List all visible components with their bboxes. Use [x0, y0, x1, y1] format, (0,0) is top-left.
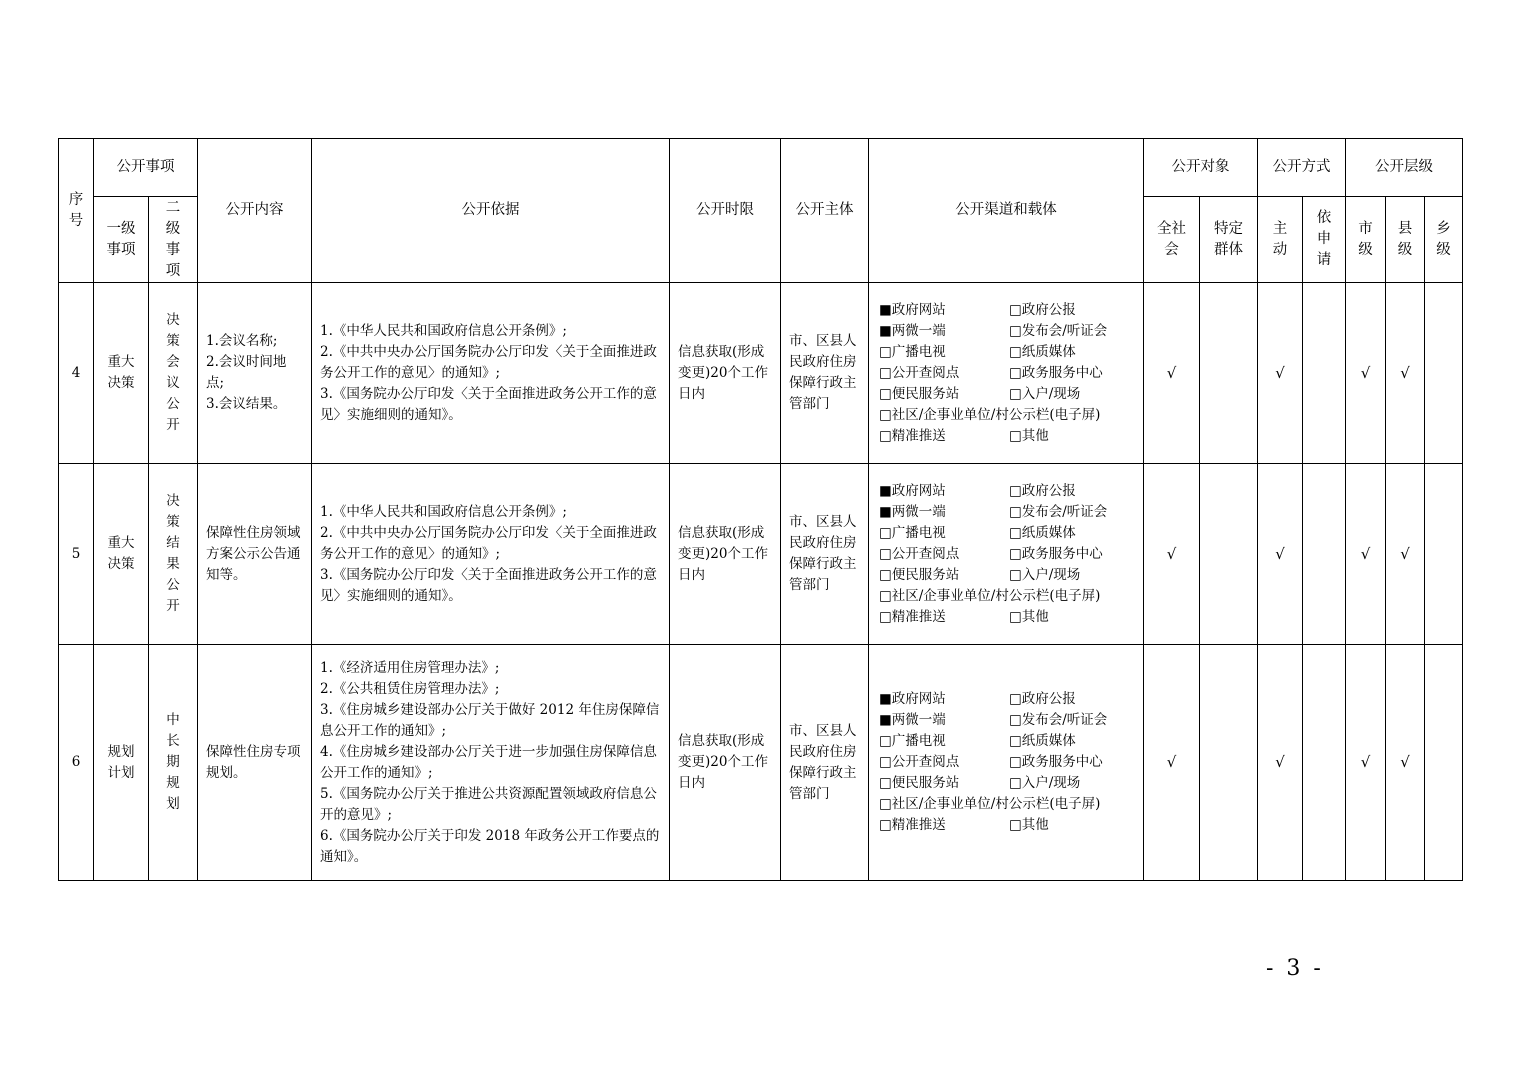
- page-number: - 3 -: [1266, 956, 1324, 981]
- tier-city-mark: √: [1346, 645, 1386, 881]
- header-tier-city: 市级: [1346, 197, 1386, 283]
- row-level2: 决策结果公开: [149, 464, 198, 645]
- channel-paper: □纸质媒体: [1009, 343, 1076, 360]
- header-channels: 公开渠道和载体: [869, 139, 1144, 283]
- tier-town-mark: [1425, 464, 1463, 645]
- channel-press: □发布会/听证会: [1009, 712, 1108, 728]
- row-basis: 1.《中华人民共和国政府信息公开条例》; 2.《中共中央办公厅国务院办公厅印发〈关于全面推进政务公开工作的意见〉的通知》; 3.《国务院办公厅印发〈关于全面推进政务公开工作的意见〉实施细则的通知》。: [312, 464, 670, 645]
- header-level1: 一级事项: [94, 197, 149, 283]
- channel-two-micro: ■两微一端: [879, 712, 946, 728]
- header-tier-county: 县级: [1386, 197, 1425, 283]
- header-audience-specific: 特定群体: [1200, 197, 1258, 283]
- row-channels: [869, 283, 1144, 464]
- row-basis: 1.《中华人民共和国政府信息公开条例》; 2.《中共中央办公厅国务院办公厅印发〈关于全面推进政务公开工作的意见〉的通知》; 3.《国务院办公厅印发〈关于全面推进政务公开工作的意见〉实施细则的通知》。: [312, 283, 670, 464]
- channel-reading: □公开查阅点: [879, 754, 960, 770]
- row-content: 保障性住房专项规划。: [198, 645, 312, 881]
- row-seq: 6: [59, 645, 94, 881]
- channel-community: □社区/企事业单位/村公示栏(电子屏): [879, 406, 1101, 423]
- header-matter-group: 公开事项: [94, 139, 198, 197]
- header-method-active: 主动: [1258, 197, 1303, 283]
- header-subject: 公开主体: [781, 139, 869, 283]
- header-basis: 公开依据: [312, 139, 670, 283]
- channel-gov-gazette: □政府公报: [1009, 301, 1076, 318]
- audience-all-mark: √: [1144, 645, 1200, 881]
- audience-all-mark: √: [1144, 464, 1200, 645]
- method-request-mark: [1303, 283, 1346, 464]
- channel-station: □便民服务站: [879, 385, 960, 402]
- channel-press: □发布会/听证会: [1009, 503, 1108, 520]
- channel-gov-website: ■政府网站: [879, 301, 946, 318]
- row-channels: [869, 645, 1144, 881]
- channel-precise: □精准推送: [879, 817, 946, 833]
- header-time-limit: 公开时限: [670, 139, 781, 283]
- header-tier-town: 乡级: [1425, 197, 1463, 283]
- row-content: 1.会议名称; 2.会议时间地点; 3.会议结果。: [198, 283, 312, 464]
- channel-community: □社区/企事业单位/村公示栏(电子屏): [879, 587, 1101, 604]
- header-level2: 二级事项: [149, 197, 198, 283]
- tier-city-mark: √: [1346, 283, 1386, 464]
- tier-city-mark: √: [1346, 464, 1386, 645]
- method-request-mark: [1303, 645, 1346, 881]
- channel-service-center: □政务服务中心: [1009, 754, 1103, 770]
- channel-door: □入户/现场: [1009, 385, 1081, 402]
- channel-gov-gazette: □政府公报: [1009, 482, 1076, 499]
- channel-door: □入户/现场: [1009, 775, 1081, 791]
- channel-paper: □纸质媒体: [1009, 524, 1076, 541]
- header-method-group: 公开方式: [1258, 139, 1346, 197]
- tier-town-mark: [1425, 283, 1463, 464]
- row-subject: 市、区县人民政府住房保障行政主管部门: [781, 283, 869, 464]
- header-seq: 序号: [59, 139, 94, 283]
- channel-tv: □广播电视: [879, 343, 946, 360]
- row-level2: 中长期规划: [149, 645, 198, 881]
- row-channels: [869, 464, 1144, 645]
- tier-county-mark: √: [1386, 464, 1425, 645]
- channel-service-center: □政务服务中心: [1009, 545, 1103, 562]
- channel-door: □入户/现场: [1009, 566, 1081, 583]
- method-active-mark: √: [1258, 283, 1303, 464]
- channel-reading: □公开查阅点: [879, 364, 960, 381]
- method-request-mark: [1303, 464, 1346, 645]
- channel-station: □便民服务站: [879, 775, 960, 791]
- table-row: [59, 645, 1463, 881]
- header-audience-all: 全社会: [1144, 197, 1200, 283]
- channel-gov-website: ■政府网站: [879, 691, 946, 707]
- row-level2: 决策会议公开: [149, 283, 198, 464]
- channel-paper: □纸质媒体: [1009, 733, 1076, 749]
- tier-county-mark: √: [1386, 645, 1425, 881]
- channel-station: □便民服务站: [879, 566, 960, 583]
- channel-gov-gazette: □政府公报: [1009, 691, 1076, 707]
- channel-two-micro: ■两微一端: [879, 322, 946, 339]
- row-time-limit: 信息获取(形成变更)20个工作日内: [670, 464, 781, 645]
- disclosure-table: [58, 138, 1463, 881]
- method-active-mark: √: [1258, 645, 1303, 881]
- channel-tv: □广播电视: [879, 524, 946, 541]
- row-time-limit: 信息获取(形成变更)20个工作日内: [670, 283, 781, 464]
- table-row: [59, 464, 1463, 645]
- channel-other: □其他: [1009, 817, 1049, 833]
- channel-other: □其他: [1009, 427, 1049, 444]
- row-subject: 市、区县人民政府住房保障行政主管部门: [781, 645, 869, 881]
- audience-specific-mark: [1200, 464, 1258, 645]
- header-content: 公开内容: [198, 139, 312, 283]
- row-seq: 4: [59, 283, 94, 464]
- channel-reading: □公开查阅点: [879, 545, 960, 562]
- audience-all-mark: √: [1144, 283, 1200, 464]
- audience-specific-mark: [1200, 645, 1258, 881]
- row-content: 保障性住房领域方案公示公告通知等。: [198, 464, 312, 645]
- tier-town-mark: [1425, 645, 1463, 881]
- row-time-limit: 信息获取(形成变更)20个工作日内: [670, 645, 781, 881]
- channel-other: □其他: [1009, 608, 1049, 625]
- row-level1: 规划计划: [94, 645, 149, 881]
- channel-tv: □广播电视: [879, 733, 946, 749]
- channel-two-micro: ■两微一端: [879, 503, 946, 520]
- channel-precise: □精准推送: [879, 427, 946, 444]
- header-audience-group: 公开对象: [1144, 139, 1258, 197]
- table-row: [59, 283, 1463, 464]
- tier-county-mark: √: [1386, 283, 1425, 464]
- header-tier-group: 公开层级: [1346, 139, 1463, 197]
- channel-press: □发布会/听证会: [1009, 322, 1108, 339]
- row-subject: 市、区县人民政府住房保障行政主管部门: [781, 464, 869, 645]
- channel-service-center: □政务服务中心: [1009, 364, 1103, 381]
- channel-precise: □精准推送: [879, 608, 946, 625]
- row-basis: 1.《经济适用住房管理办法》; 2.《公共租赁住房管理办法》; 3.《住房城乡建设部办公厅关于做好 2012 年住房保障信息公开工作的通知》; 4.《住房城乡建设部办公厅关于进一步加强住房保障信息公开工作的通知》; 5.《国务院办公厅关于推进公共资源配置领域政府信息公开的意见》; 6.《国务院办公厅关于印发 2018 年政务公开工作要点的通知》。: [312, 645, 670, 881]
- audience-specific-mark: [1200, 283, 1258, 464]
- row-level1: 重大决策: [94, 464, 149, 645]
- header-method-request: 依申请: [1303, 197, 1346, 283]
- channel-gov-website: ■政府网站: [879, 482, 946, 499]
- channel-community: □社区/企事业单位/村公示栏(电子屏): [879, 796, 1101, 812]
- method-active-mark: √: [1258, 464, 1303, 645]
- row-seq: 5: [59, 464, 94, 645]
- row-level1: 重大决策: [94, 283, 149, 464]
